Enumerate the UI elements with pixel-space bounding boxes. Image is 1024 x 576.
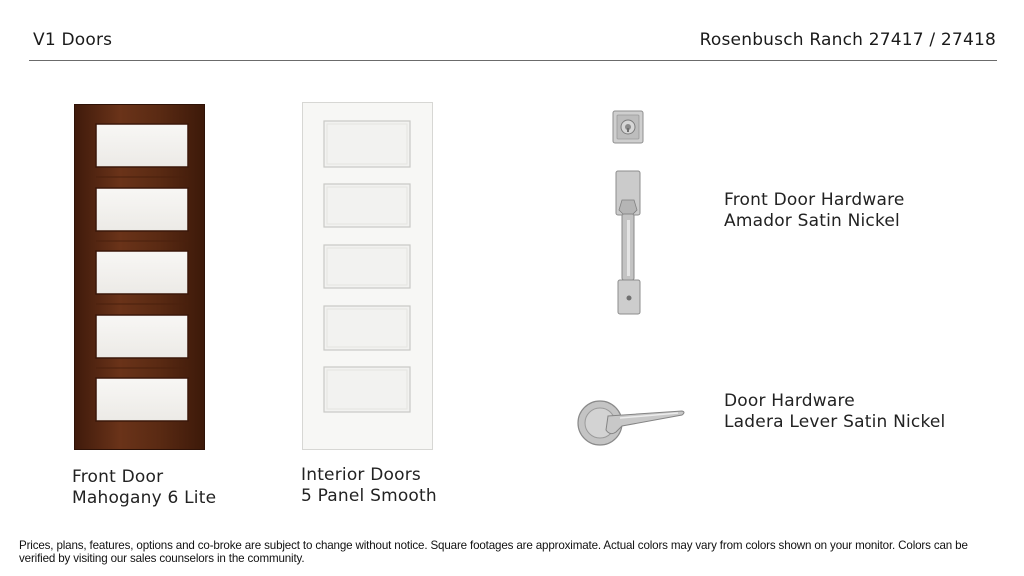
community-name: Rosenbusch Ranch 27417 / 27418 [699, 30, 996, 50]
handleset-icon [611, 170, 645, 316]
page-title: V1 Doors [33, 30, 113, 50]
front-door-hardware-style: Amador Satin Nickel [724, 211, 900, 231]
interior-doors-style: 5 Panel Smooth [301, 486, 437, 506]
interior-doors-caption [301, 465, 437, 507]
front-door-caption [72, 467, 216, 509]
door-hardware-style: Ladera Lever Satin Nickel [724, 412, 946, 432]
front-door-image [74, 104, 205, 450]
door-hardware-caption [724, 391, 945, 433]
lever-icon [576, 396, 688, 448]
door-hardware-label: Door Hardware [724, 391, 855, 411]
front-door-hardware-caption [724, 190, 905, 232]
deadbolt-icon [612, 110, 644, 144]
interior-doors-label: Interior Doors [301, 465, 421, 485]
interior-door-image [302, 102, 433, 450]
front-door-hardware-label: Front Door Hardware [724, 190, 905, 210]
disclaimer-text: Prices, plans, features, options and co-broke are subject to change without notice. Square footages are approximate. Actual colors may vary from colors shown on your monitor. Colors can be verified by visiting our sales counselors in the community. [19, 539, 968, 565]
front-door-style: Mahogany 6 Lite [72, 488, 217, 508]
header-divider [29, 60, 997, 61]
front-door-label: Front Door [72, 467, 164, 487]
